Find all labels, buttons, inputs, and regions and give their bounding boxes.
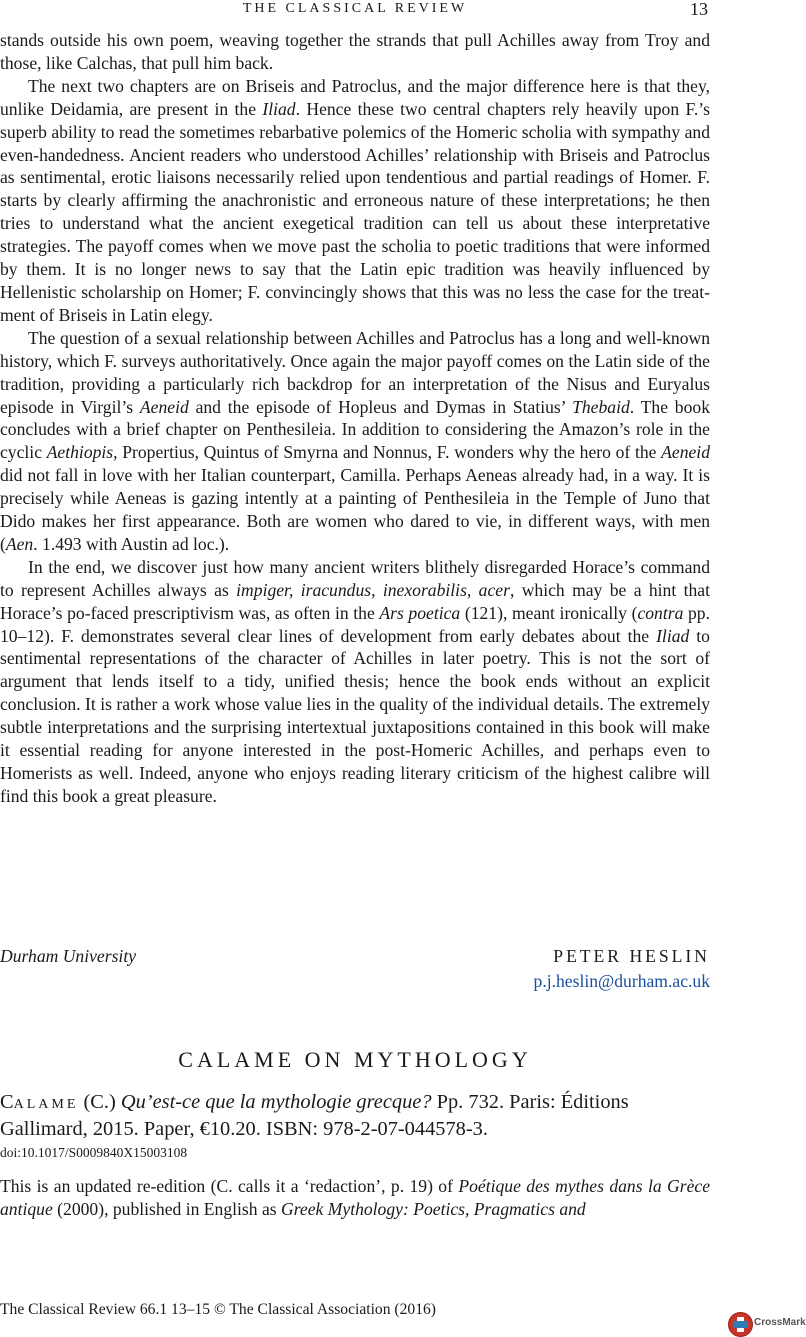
next-review-title: CALAME ON MYTHOLOGY (178, 1047, 532, 1072)
review-body (0, 29, 710, 808)
work-title: Aeneid (661, 442, 710, 463)
paragraph-text: stands outside his own poem, weaving together the strands that pull Achilles away from Troy and those, like Calchas, that pull him back. (0, 30, 710, 73)
citation-publication-details: Pp. 732. Paris: Éditions Gallimard, 2015. Paper, €10.20. ISBN: 978-2-07-044578-3. (0, 1091, 629, 1140)
running-title: THE CLASSICAL REVIEW (242, 1, 468, 16)
reviewer-affiliation: Durham University (0, 946, 137, 966)
paragraph-text: . 1.493 with Austin ad loc.). (33, 533, 230, 554)
book-citation (0, 1089, 710, 1143)
paragraph-text: . The book concludes with a brief chapter on Penthesileia. In addition to considering the Amazon’s role in the cyclic (0, 396, 710, 463)
work-title: Aethiopis (46, 442, 114, 463)
work-title: Aeneid (139, 396, 189, 417)
citation-book-title: Qu’est-ce que la mythologie grecque? (120, 1091, 432, 1113)
paragraph-text: (121), meant ironically ( (460, 602, 638, 623)
reviewer-name: PETER HESLIN (553, 946, 710, 966)
page-number: 13 (690, 0, 708, 19)
paragraph-4 (0, 556, 710, 808)
work-title: Greek Mythology: Poetics, Pragmatics and (281, 1199, 586, 1219)
paragraph-text: The next two chapters are on Briseis and Patroclus, and the major difference here is that they, unlike Deidamia, are present in the (0, 75, 710, 119)
paragraph-2 (0, 75, 710, 327)
paragraph-text: The question of a sexual relationship between Achilles and Patroclus has a long and well-known history, which F. surveys authoritatively. Once again the major payoff comes on the Latin side of the tradition, providing a particularly rich backdrop for an interpretation of the Nisus and Euryalus episode in Virgil’s (0, 327, 710, 417)
crossmark-label: CrossMark (754, 1317, 806, 1328)
crossmark-badge[interactable] (728, 1310, 806, 1337)
work-title: Iliad (262, 98, 296, 119)
citation-author-surname: alame (13, 1091, 79, 1113)
paragraph-text: , Propertius, Quintus of Smyrna and Nonnus, F. wonders why the hero of the (113, 442, 662, 463)
paragraph-text: (2000), published in English as (52, 1199, 281, 1219)
paragraph-3 (0, 327, 710, 556)
paragraph-text: In the end, we discover just how many ancient writers blithely disregarded Horace’s command to represent Achilles always as (0, 556, 710, 600)
crossmark-icon (728, 1312, 753, 1337)
doi-label[interactable]: doi:10.1017/S0009840X15003108 (0, 1145, 188, 1160)
reviewer-email-link[interactable]: p.j.heslin@durham.ac.uk (533, 971, 710, 991)
work-title: Thebaid (572, 396, 630, 417)
next-review-opening (0, 1175, 710, 1221)
work-title: Poétique des mythes dans la Grèce antique (0, 1176, 711, 1219)
running-head (0, 0, 800, 22)
paragraph-text: . Hence these two central chapters rely heavily upon F.’s superb ability to read the sometimes rebarbative polemics of the Homeric scholia with sympathy and even-handedness. Ancient readers who understood Achilles’ relationship with Briseis and Patroclus as sentimental, erotic liaisons necessarily relied upon tendentious and partial readings of Homer. F. starts by clearly affirming the anachronistic and erroneous nature of these interpretations; he then tries to understand what the ancient exegetical tradition can tell us about these interpretative strategies. The payoff comes when we move past the scholia to poetic traditions that were informed by them. It is no longer news to say that the Latin epic tradition was heavily influenced by Hellenistic scholarship on Homer; F. convincingly shows that this was no less the case for the treatment of Briseis in Latin elegy. (0, 98, 710, 325)
paragraph-text: pp. 10–12). F. demonstrates several clear lines of development from early debates about the (0, 602, 710, 646)
work-title: Aen (5, 533, 34, 554)
citation-author-initial: C (0, 1091, 14, 1113)
citation-author-initials: (C.) (78, 1091, 121, 1113)
work-title: Iliad (656, 625, 690, 646)
footer-citation: The Classical Review 66.1 13–15 © The Classical Association (2016) (0, 1301, 436, 1318)
work-title: Ars poetica (379, 602, 461, 623)
paragraph-text: did not fall in love with her Italian counterpart, Camilla. Perhaps Aeneas already had, in a way. It is precisely while Aeneas is gazing intently at a painting of Penthesileia in the Temple of Juno that Dido makes her first appearance. Both are women who dared to vie, in different ways, with men ( (0, 465, 710, 554)
paragraph-text: This is an updated re-edition (C. calls it a ‘redaction’, p. 19) of (0, 1176, 459, 1196)
paragraph-1 (0, 29, 710, 75)
latin-word: contra (637, 602, 684, 623)
paragraph-text: to sentimental representations of the character of Achilles in later poetry. This is not the sort of argument that lends itself to a tidy, unified thesis; hence the book ends without an explicit conclusion. It is rather a work whose value lies in the quality of the individual details. The extremely subtle interpretations and the surprising intertextual juxtapositions contained in this book will make it essential reading for anyone interested in the post-Homeric Achilles, and perhaps even to Homerists as well. Indeed, anyone who enjoys reading literary criticism of the highest calibre will find this book a great pleasure. (0, 625, 710, 806)
latin-phrase: impiger, iracundus, inexorabilis, acer (236, 579, 510, 600)
paragraph-text: and the episode of Hopleus and Dymas in Statius’ (188, 396, 573, 417)
paragraph-text: , which may be a hint that Horace’s po-faced prescriptivism was, as often in the (0, 579, 710, 623)
